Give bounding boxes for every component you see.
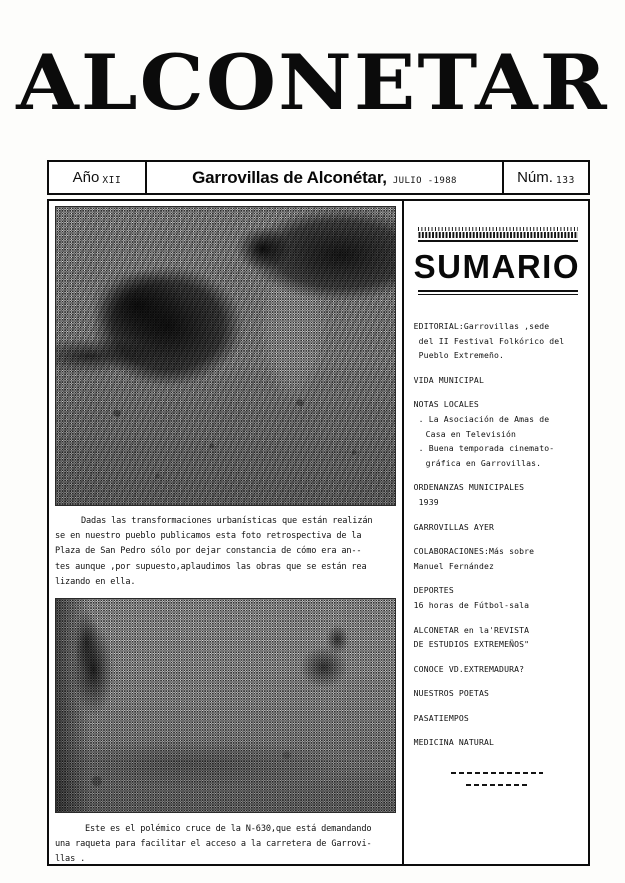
year-value: XII: [102, 175, 122, 186]
number-value: 133: [555, 175, 575, 186]
sumario-entry: [414, 397, 580, 470]
sumario-entry-line: VIDA MUNICIPAL: [413, 374, 484, 385]
dash-rule-short: [466, 784, 528, 786]
sumario-rule-top: [418, 240, 578, 242]
publication-title: ALCONETAR: [16, 38, 609, 127]
masthead: [0, 38, 625, 127]
photo-cruce-n630: [55, 598, 396, 813]
sumario-entry-line: gráfica en Garrovillas.: [425, 457, 542, 468]
sumario-entry-line: CONOCE VD.EXTREMADURA?: [413, 663, 525, 674]
header-band: [47, 160, 590, 195]
sumario-column: [404, 201, 588, 864]
sumario-entry-line: NOTAS LOCALES: [413, 399, 479, 410]
sumario-entry: [414, 319, 580, 363]
photo-plaza-san-pedro: [55, 206, 396, 506]
caption-line: se en nuestro pueblo publicamos esta foto retrospectiva de la: [55, 531, 362, 542]
sumario-entry-line: del II Festival Folkórico del: [418, 335, 565, 346]
sumario-entry-line: . Buena temporada cinemato-: [418, 443, 555, 454]
sumario-entry-line: Casa en Televisión: [425, 428, 517, 439]
sumario-entry-line: ALCONETAR en la'REVISTA: [413, 624, 530, 635]
caption-line: tes aunque ,por supuesto,aplaudimos las obras que se están rea: [55, 561, 367, 572]
sumario-dashes: [414, 772, 580, 786]
sumario-entry-line: DEPORTES: [413, 585, 454, 596]
sumario-entry-line: 1939: [418, 496, 439, 507]
sumario-entry-line: EDITORIAL:Garrovillas ,sede: [413, 321, 550, 331]
year-label: Año: [72, 169, 100, 186]
sumario-entry: [414, 544, 580, 573]
sumario-entry: [414, 373, 580, 388]
sumario-entry-line: GARROVILLAS AYER: [413, 521, 495, 532]
issue-date: JULIO -1988: [392, 175, 457, 186]
sumario-entry: [414, 623, 580, 652]
sumario-entry-line: Manuel Fernández: [413, 560, 495, 571]
dash-rule-long: [451, 772, 543, 774]
sumario-entry-line: 16 horas de Fútbol-sala: [413, 599, 530, 610]
caption-line: lizando en ella.: [55, 576, 136, 587]
sumario-entry-line: DE ESTUDIOS EXTREMEÑOS": [413, 639, 530, 650]
town-cell: [147, 162, 504, 193]
sumario-heading: SUMARIO: [413, 248, 580, 285]
sumario-entry: [414, 480, 580, 509]
sumario-entry-line: ORDENANZAS MUNICIPALES: [413, 482, 525, 493]
number-cell: [504, 162, 588, 193]
caption-line: Este es el polémico cruce de la N-630,que está demandando: [85, 824, 372, 835]
sumario-entry: [414, 520, 580, 535]
caption-cruce: [55, 822, 396, 868]
caption-line: Dadas las transformaciones urbanísticas que están realizán: [81, 516, 373, 526]
number-label: Núm.: [517, 169, 553, 186]
caption-line: llas .: [55, 854, 86, 865]
caption-plaza: [55, 514, 396, 590]
photo-plaza-ground-texture: [56, 374, 395, 505]
sumario-entry: [414, 735, 580, 750]
sumario-entry-line: Pueblo Extremeño.: [418, 350, 505, 361]
content-frame: [47, 199, 590, 866]
sumario-entry: [414, 711, 580, 726]
sumario-entry-line: PASATIEMPOS: [413, 712, 469, 723]
sumario-entry-line: COLABORACIONES:Más sobre: [413, 546, 535, 557]
sumario-rule-bottom: [418, 290, 578, 292]
ornament-divider-icon: [418, 227, 578, 238]
town-name: Garrovillas de Alconétar,: [192, 167, 387, 187]
sumario-entry: [414, 583, 580, 612]
caption-line: una raqueta para facilitar el acceso a la carretera de Garrovi-: [55, 839, 372, 850]
caption-line: Plaza de San Pedro sólo por dejar constancia de cómo era an--: [55, 546, 362, 557]
sumario-entry-line: MEDICINA NATURAL: [413, 737, 495, 748]
sumario-rule-bottom-thin: [418, 294, 578, 295]
sumario-entry-line: NUESTROS POETAS: [413, 688, 489, 699]
sumario-entry: [414, 662, 580, 677]
year-cell: [49, 162, 147, 193]
sumario-entry: [414, 686, 580, 701]
sumario-entry-line: . La Asociación de Amas de: [418, 413, 550, 424]
sumario-list: [414, 319, 580, 750]
photo-cruce-road-texture: [56, 731, 395, 812]
left-column: [49, 201, 404, 864]
